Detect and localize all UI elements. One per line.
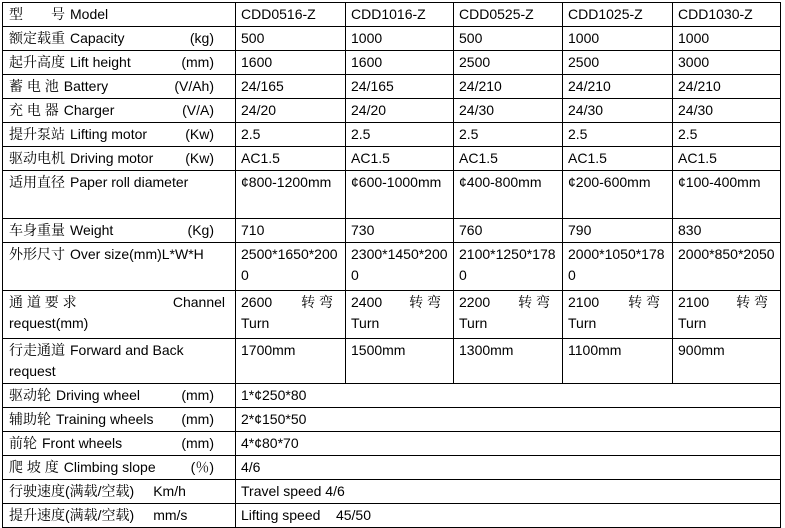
label-unit: (V/A): [182, 102, 214, 118]
table-row-travel-speed: [3, 480, 781, 504]
value-cell: ¢200-600mm: [563, 171, 673, 219]
page: [0, 2, 785, 523]
label-en: Lifting motor: [70, 126, 148, 142]
row-label-cell: [3, 408, 236, 432]
value-cell: 2100*1250*1780: [454, 243, 563, 291]
merged-value-cell: Lifting speed 45/50: [236, 504, 781, 528]
row-label-cell: [3, 219, 236, 243]
row-label-cell: [3, 243, 236, 291]
label-unit: (％): [190, 459, 214, 475]
model-cell: CDD1016-Z: [346, 3, 454, 27]
turn-label-en: Turn: [241, 315, 270, 331]
label-cn: 充 电 器: [9, 102, 59, 118]
channel-value: 2400: [351, 294, 383, 310]
label-cn: 驱动电机: [9, 150, 65, 166]
label-unit: (mm): [181, 435, 214, 451]
row-label-cell: [3, 99, 236, 123]
merged-value-cell: 1*¢250*80: [236, 384, 781, 408]
model-cell: CDD0516-Z: [236, 3, 346, 27]
merged-value-cell: 2*¢150*50: [236, 408, 781, 432]
label-en: Capacity: [70, 30, 125, 46]
label-unit: (mm): [181, 411, 214, 427]
value-cell: 2500: [454, 51, 563, 75]
table-row-training-wheels: [3, 408, 781, 432]
value-cell: AC1.5: [346, 147, 454, 171]
channel-value-cell: [236, 291, 346, 339]
table-row-over-size: [3, 243, 781, 291]
value-cell: 2500: [563, 51, 673, 75]
row-label-cell: [3, 123, 236, 147]
merged-value-cell: 4*¢80*70: [236, 432, 781, 456]
table-row-charger: [3, 99, 781, 123]
model-cell: CDD1025-Z: [563, 3, 673, 27]
turn-label-cn: 转 弯: [628, 294, 660, 310]
label-cn: 通 道 要 求: [9, 294, 77, 310]
table-row-lift-height: [3, 51, 781, 75]
value-cell: AC1.5: [673, 147, 781, 171]
row-label-cell: [3, 171, 236, 219]
label-en: Channel: [172, 294, 225, 310]
turn-label-cn: 转 弯: [736, 294, 768, 310]
value-cell: AC1.5: [563, 147, 673, 171]
value-cell: ¢600-1000mm: [346, 171, 454, 219]
label-en: Driving motor: [70, 150, 154, 166]
turn-label-en: Turn: [351, 315, 380, 331]
value-cell: 1000: [346, 27, 454, 51]
turn-label-en: Turn: [568, 315, 597, 331]
table-row-battery: [3, 75, 781, 99]
label-cn: 行驶速度(满载/空载): [9, 483, 135, 499]
table-row-forward-back-request: [3, 339, 781, 384]
label-unit: (mm): [181, 54, 214, 70]
value-cell: 2000*850*2050: [673, 243, 781, 291]
channel-value: 2100: [568, 294, 600, 310]
label-unit: (Kg): [187, 222, 214, 238]
value-cell: 1000: [673, 27, 781, 51]
row-label-cell: [3, 384, 236, 408]
table-row-channel-request: [3, 291, 781, 339]
value-cell: 24/20: [346, 99, 454, 123]
spec-table: [2, 2, 781, 528]
label-en: Charger: [63, 102, 115, 118]
value-cell: 730: [346, 219, 454, 243]
table-row-climbing-slope: [3, 456, 781, 480]
label-cn: 行走通道: [9, 342, 65, 358]
label-cn: 爬 坡 度: [9, 459, 59, 475]
channel-value-cell: [563, 291, 673, 339]
value-cell: 3000: [673, 51, 781, 75]
label-en: Forward and Back request: [9, 342, 184, 379]
row-label-cell: [3, 27, 236, 51]
label-cn: 车身重量: [9, 222, 65, 238]
value-cell: 500: [454, 27, 563, 51]
turn-label-en: Turn: [459, 315, 488, 331]
table-row-driving-wheel: [3, 384, 781, 408]
row-label-cell: [3, 147, 236, 171]
label-cn: 蓄 电 池: [9, 78, 59, 94]
value-cell: 24/20: [236, 99, 346, 123]
channel-value-cell: [346, 291, 454, 339]
label-cn: 型 号: [9, 6, 65, 22]
table-row-weight: [3, 219, 781, 243]
label-cn: 额定载重: [9, 30, 65, 46]
label-en: Over size(mm)L*W*H: [70, 246, 204, 262]
value-cell: AC1.5: [454, 147, 563, 171]
value-cell: ¢100-400mm: [673, 171, 781, 219]
value-cell: 1100mm: [563, 339, 673, 384]
value-cell: 760: [454, 219, 563, 243]
table-row-lifting-motor: [3, 123, 781, 147]
label-en-line2: request(mm): [9, 315, 89, 331]
label-en: Weight: [70, 222, 114, 238]
value-cell: 24/210: [673, 75, 781, 99]
value-cell: 790: [563, 219, 673, 243]
row-label-cell: [3, 504, 236, 528]
value-cell: 24/30: [673, 99, 781, 123]
value-cell: AC1.5: [236, 147, 346, 171]
value-cell: 2500*1650*2000: [236, 243, 346, 291]
merged-value-cell: 4/6: [236, 456, 781, 480]
channel-value: 2100: [678, 294, 710, 310]
turn-label-en: Turn: [678, 315, 707, 331]
label-unit: (V/Ah): [174, 78, 214, 94]
label-en: Driving wheel: [56, 387, 141, 403]
model-cell: CDD0525-Z: [454, 3, 563, 27]
label-cn: 提升速度(满载/空载): [9, 507, 135, 523]
value-cell: 830: [673, 219, 781, 243]
label-cn: 驱动轮: [9, 387, 51, 403]
value-cell: 1600: [346, 51, 454, 75]
header-row: [3, 3, 781, 27]
label-unit: (mm): [181, 387, 214, 403]
row-label-cell: [3, 51, 236, 75]
table-row-capacity: [3, 27, 781, 51]
table-row-paper-roll-diameter: [3, 171, 781, 219]
value-cell: 1700mm: [236, 339, 346, 384]
label-en: Climbing slope: [63, 459, 156, 475]
value-cell: 710: [236, 219, 346, 243]
label-en: Lift height: [70, 54, 131, 70]
label-en: Paper roll diameter: [70, 174, 189, 190]
label-unit: mm/s: [153, 507, 188, 523]
table-row-front-wheels: [3, 432, 781, 456]
label-en: Battery: [63, 78, 109, 94]
value-cell: 24/165: [236, 75, 346, 99]
label-cn: 提升泵站: [9, 126, 65, 142]
label-cn: 前轮: [9, 435, 37, 451]
row-label-cell: [3, 291, 236, 339]
label-cn: 外形尺寸: [9, 246, 65, 262]
label-unit: (Kw): [185, 126, 214, 142]
value-cell: 2.5: [454, 123, 563, 147]
value-cell: 2.5: [346, 123, 454, 147]
value-cell: 24/30: [454, 99, 563, 123]
value-cell: 2.5: [236, 123, 346, 147]
value-cell: 2.5: [673, 123, 781, 147]
label-en: Training wheels: [56, 411, 154, 427]
label-unit: (kg): [189, 30, 214, 46]
turn-label-cn: 转 弯: [301, 294, 333, 310]
value-cell: 2.5: [563, 123, 673, 147]
table-row-lifting-speed: [3, 504, 781, 528]
model-cell: CDD1030-Z: [673, 3, 781, 27]
label-en: Front wheels: [42, 435, 123, 451]
value-cell: 24/165: [346, 75, 454, 99]
value-cell: 1500mm: [346, 339, 454, 384]
label-en: Model: [70, 6, 109, 22]
turn-label-cn: 转 弯: [409, 294, 441, 310]
value-cell: 24/30: [563, 99, 673, 123]
value-cell: 1600: [236, 51, 346, 75]
value-cell: 24/210: [563, 75, 673, 99]
value-cell: 2300*1450*2000: [346, 243, 454, 291]
value-cell: 500: [236, 27, 346, 51]
row-label-cell: [3, 480, 236, 504]
value-cell: 900mm: [673, 339, 781, 384]
row-label-cell: [3, 456, 236, 480]
label-cn: 适用直径: [9, 174, 65, 190]
channel-value: 2200: [459, 294, 491, 310]
value-cell: 24/210: [454, 75, 563, 99]
label-unit: (Kw): [185, 150, 214, 166]
value-cell: 1000: [563, 27, 673, 51]
channel-value-cell: [454, 291, 563, 339]
value-cell: ¢800-1200mm: [236, 171, 346, 219]
turn-label-cn: 转 弯: [518, 294, 550, 310]
label-cn: 起升高度: [9, 54, 65, 70]
row-label-cell: [3, 339, 236, 384]
row-label-cell: [3, 75, 236, 99]
channel-value: 2600: [241, 294, 273, 310]
value-cell: 2000*1050*1780: [563, 243, 673, 291]
label-cn: 辅助轮: [9, 411, 51, 427]
label-unit: Km/h: [153, 483, 186, 499]
model-label-cell: [3, 3, 236, 27]
table-row-driving-motor: [3, 147, 781, 171]
row-label-cell: [3, 432, 236, 456]
merged-value-cell: Travel speed 4/6: [236, 480, 781, 504]
value-cell: 1300mm: [454, 339, 563, 384]
value-cell: ¢400-800mm: [454, 171, 563, 219]
channel-value-cell: [673, 291, 781, 339]
